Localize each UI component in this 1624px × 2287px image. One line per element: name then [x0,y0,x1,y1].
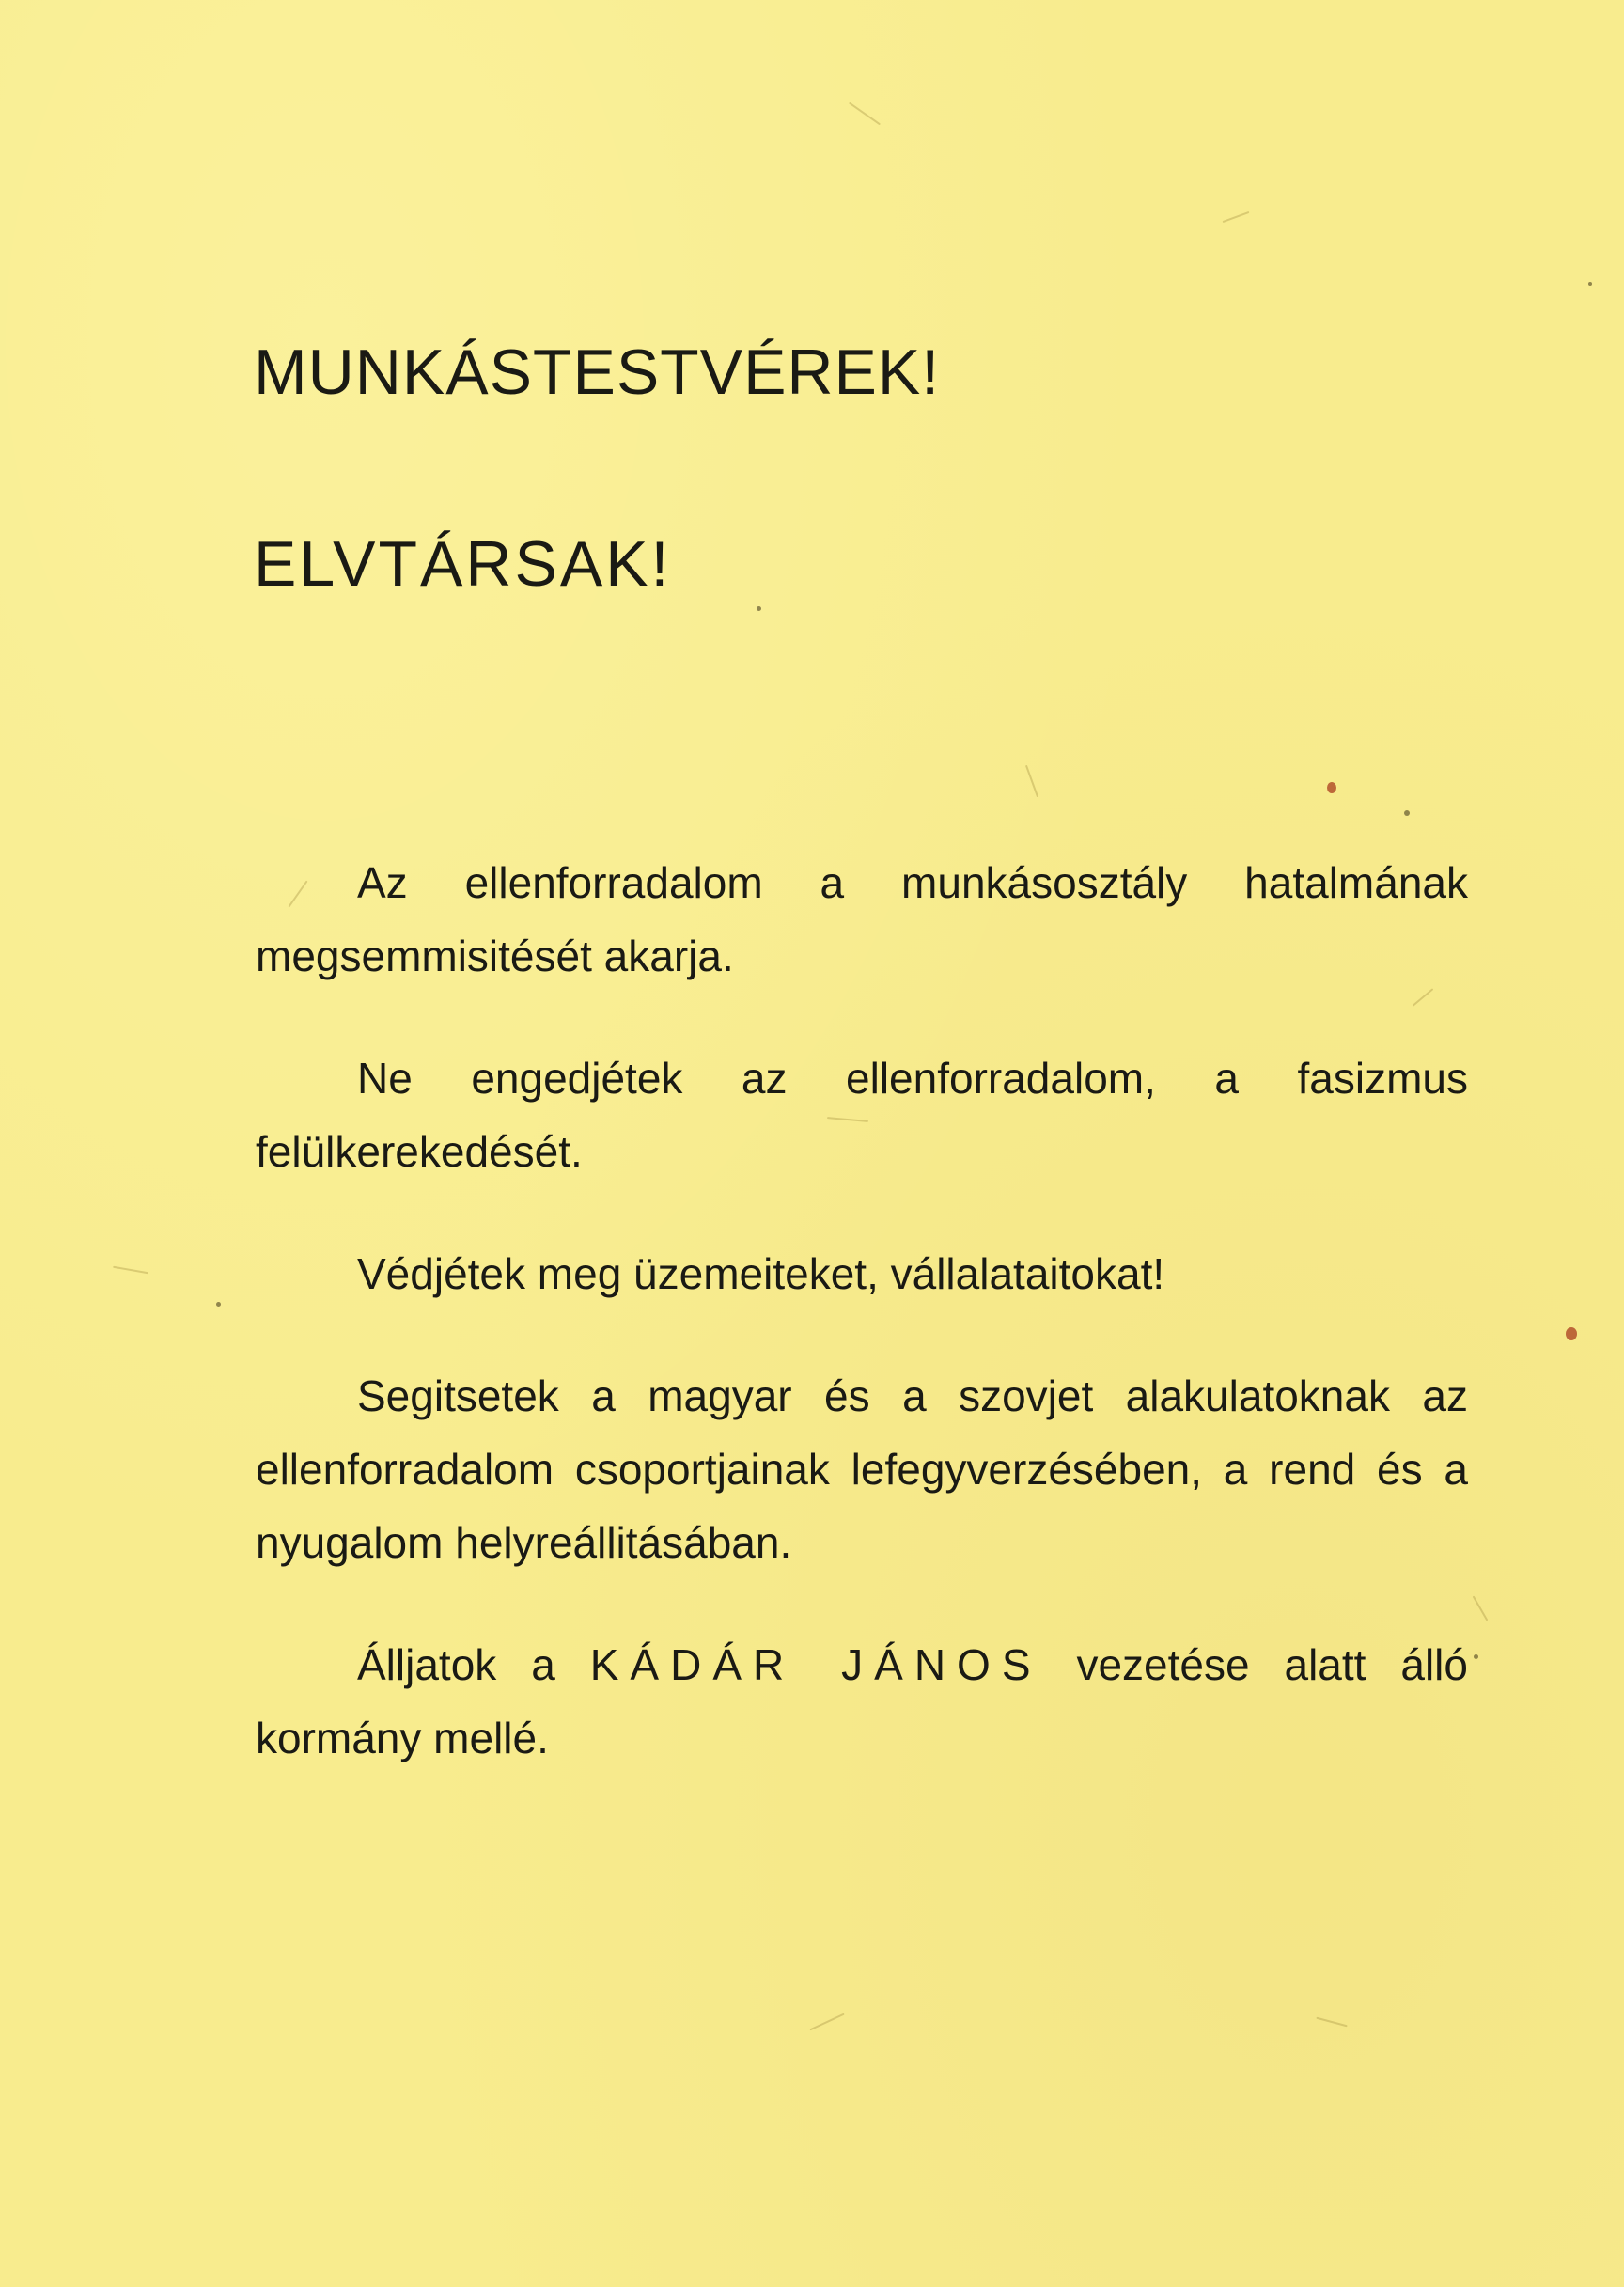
paper-fiber [849,102,881,126]
paper-speck [757,606,761,611]
paper-speck [1474,1654,1478,1659]
paragraph-support-government [256,1628,1468,1775]
paragraph-help-units: Segitsetek a magyar és a szovjet alakulatoknak az ellenforradalom csoportjainak lefegyverzésében, a rend és a nyugalom helyreállitásában. [256,1371,1468,1567]
paper-fiber [1473,1596,1489,1621]
paper-fiber [809,2013,844,2031]
paragraph-protect-factories: Védjétek meg üzemeiteket, vállalataitokat! [357,1249,1165,1298]
paper-fiber [1316,2017,1347,2028]
paragraph-support-before: Álljatok a [357,1640,590,1689]
paper-fiber [1025,765,1038,798]
paragraph-support-after: vezetése alatt álló kormány mellé. [256,1640,1468,1762]
leaflet-body [256,846,1468,1775]
leader-name: KÁDÁR JÁNOS [589,1640,1042,1689]
paper-speck [1588,282,1592,286]
paper-speck [1327,782,1336,793]
paper-speck [1404,810,1410,816]
paper-fiber [113,1266,148,1275]
headline-workers: MUNKÁSTESTVÉREK! [254,337,941,408]
paragraph-fascism: Ne engedjétek az ellenforradalom, a fasizmus felülkerekedését. [256,1054,1468,1176]
paper-speck [216,1302,221,1307]
paper-fiber [1223,211,1250,223]
paragraph-counterrevolution: Az ellenforradalom a munkásosztály hatalmának megsemmisitését akarja. [256,858,1468,980]
paper-speck [1566,1327,1577,1340]
headline-comrades: ELVTÁRSAK! [254,528,672,600]
